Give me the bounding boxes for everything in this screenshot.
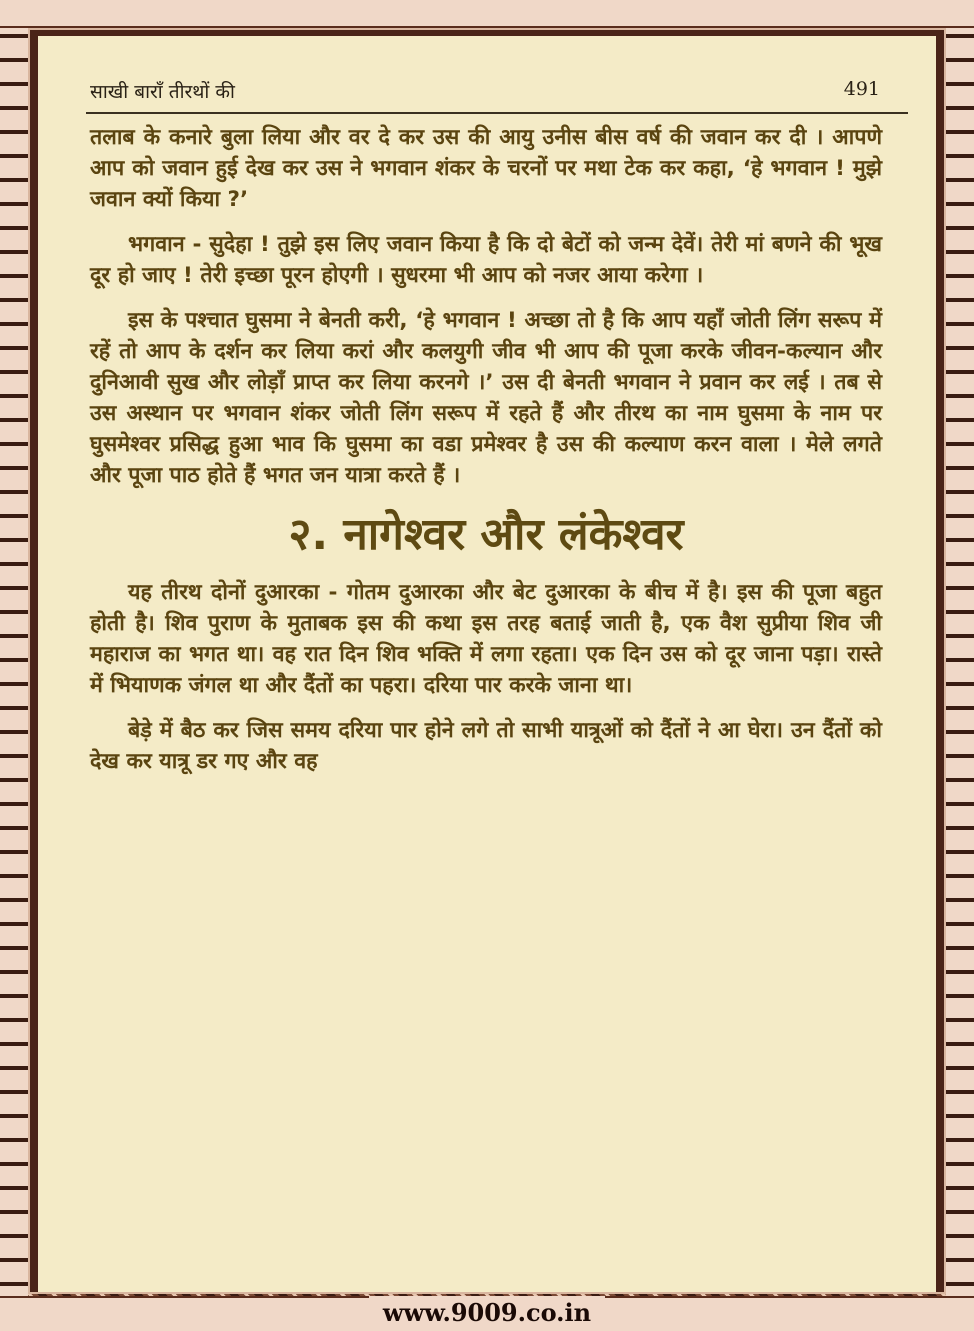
paragraph-1: तलाब के कनारे बुला लिया और वर दे कर उस की आयु उनीस बीस वर्ष की जवान कर दी । आपणे आप को जवान हुई देख कर उस ने भगवान शंकर के चरनों पर मथा टेक कर कहा, ‘हे भगवान ! मुझे जवान क्यों किया ?’ — [90, 125, 882, 212]
book-page — [38, 36, 936, 1292]
section-heading: २. नागेश्वर और लंकेश्वर — [288, 509, 684, 560]
paragraph-2: भगवान - सुदेहा ! तुझे इस लिए जवान किया है कि दो बेटों को जन्म देवें। तेरी मां बणने की भूख दूर हो जाए ! तेरी इच्छा पूरन होएगी । सुधरमा भी आप को नजर आया करेगा । — [90, 232, 882, 288]
left-ornament-strip — [0, 28, 28, 1296]
top-ornament-strip — [0, 0, 974, 28]
paragraph-4: यह तीरथ दोनों दुआरका - गोतम दुआरका और बेट दुआरका के बीच में है। इस की पूजा बहुत होती है। शिव पुराण के मुताबक इस की कथा इस तरह बताई जाती है, एक वैश सुप्रीया शिव जी महाराज का भगत था। वह रात दिन शिव भक्ति में लगा रहता। एक दिन उस को दूर जाना पड़ा। रास्ते में भियाणक जंगल था और दैंतों का पहरा। दरिया पार करके जाना था। — [90, 580, 882, 698]
page-number: 491 — [843, 78, 880, 100]
page-body — [90, 122, 882, 791]
paragraph-5: बेड़े में बैठ कर जिस समय दरिया पार होने लगे तो साभी यात्रूओं को दैंतों ने आ घेरा। उन दैंतों को देख कर यात्रू डर गए और वह — [90, 718, 882, 774]
footer — [0, 1296, 974, 1329]
paragraph-3: इस के पश्चात घुसमा ने बेनती करी, ‘हे भगवान ! अच्छा तो है कि आप यहाँ जोती लिंग सरूप में रहें तो आप के दर्शन कर लिया करां और कलयुगी जीव भी आप की पूजा करके जीवन-कल्यान और दुनिआवी सुख और लोड़ाँ प्राप्त कर लिया करनगे ।’ उस दी बेनती भगवान ने प्रवान कर लई । तब से उस अस्थान पर भगवान शंकर जोती लिंग सरूप में रहते हैं और तीरथ का नाम घुसमा के नाम पर घुसमेश्वर प्रसिद्ध हुआ भाव कि घुसमा का वडा प्रमेश्वर है उस की कल्याण करन वाला । मेले लगते और पूजा पाठ होते हैं भगत जन यात्रा करते हैं । — [90, 308, 882, 488]
header-rule — [86, 112, 908, 114]
right-ornament-strip — [946, 28, 974, 1296]
website-link[interactable]: www.9009.co.in — [369, 1296, 605, 1329]
chapter-title: साखी बाराँ तीरथों की — [90, 81, 235, 103]
running-header — [90, 78, 880, 106]
